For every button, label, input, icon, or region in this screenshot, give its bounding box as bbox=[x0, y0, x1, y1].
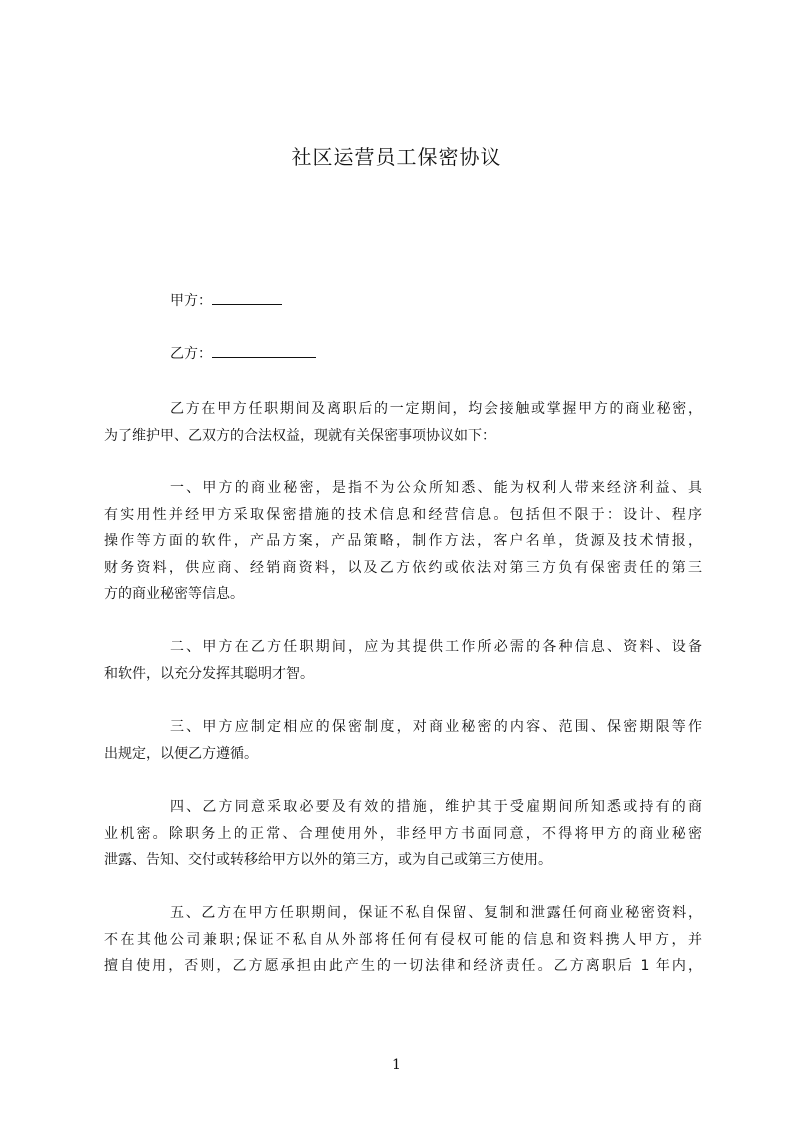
paragraph-line: 五、乙方在甲方任职期间，保证不私自保留、复制和泄露任何商业秘密资料， bbox=[170, 905, 702, 921]
clause-1-paragraph bbox=[104, 475, 702, 608]
paragraph-line: 一、甲方的商业秘密，是指不为公众所知悉、能为权利人带来经济利益、具 bbox=[170, 480, 702, 496]
paragraph-line: 四、乙方同意采取必要及有效的措施，维护其于受雇期间所知悉或持有的商 bbox=[170, 799, 702, 815]
party-b-label: 乙方： bbox=[170, 346, 212, 362]
document-title: 社区运营员工保密协议 bbox=[291, 145, 502, 169]
paragraph-line: 不在其他公司兼职;保证不私自从外部将任何有侵权可能的信息和资料携人甲方，并 bbox=[104, 931, 702, 948]
paragraph-line: 和软件，以充分发挥其聪明才智。 bbox=[104, 665, 314, 682]
party-a-label: 甲方： bbox=[170, 293, 212, 309]
paragraph-line: 乙方在甲方任职期间及离职后的一定期间，均会接触或掌握甲方的商业秘密， bbox=[170, 401, 702, 417]
paragraph-line: 泄露、告知、交付或转移给甲方以外的第三方，或为自己或第三方使用。 bbox=[104, 852, 552, 868]
paragraph-line: 业机密。除职务上的正常、合理使用外，非经甲方书面同意，不得将甲方的商业秘密 bbox=[104, 825, 702, 842]
paragraph-line: 擅自使用，否则，乙方愿承担由此产生的一切法律和经济责任。乙方离职后 1 年内， bbox=[104, 958, 702, 974]
intro-paragraph bbox=[104, 396, 702, 449]
party-a-line bbox=[170, 290, 282, 311]
paragraph-line: 出规定，以便乙方遵循。 bbox=[104, 745, 258, 762]
paragraph-line: 为了维护甲、乙双方的合法权益，现就有关保密事项协议如下： bbox=[104, 427, 496, 444]
party-b-blank bbox=[212, 343, 316, 358]
paragraph-line: 方的商业秘密等信息。 bbox=[104, 586, 244, 602]
page-number: 1 bbox=[392, 1057, 401, 1073]
clause-4-paragraph bbox=[104, 794, 702, 874]
clause-5-paragraph bbox=[104, 900, 702, 980]
party-b-line bbox=[170, 343, 316, 364]
clause-2-paragraph bbox=[104, 634, 702, 687]
paragraph-line: 三、甲方应制定相应的保密制度，对商业秘密的内容、范围、保密期限等作 bbox=[170, 719, 702, 735]
paragraph-line: 财务资料，供应商、经销商资料，以及乙方依约或依法对第三方负有保密责任的第三 bbox=[104, 559, 702, 576]
paragraph-line: 二、甲方在乙方任职期间，应为其提供工作所必需的各种信息、资料、设备 bbox=[170, 639, 702, 655]
paragraph-line: 有实用性并经甲方采取保密措施的技术信息和经营信息。包括但不限于：设计、程序 bbox=[104, 506, 702, 523]
clause-3-paragraph bbox=[104, 714, 702, 767]
party-a-blank bbox=[212, 290, 282, 305]
paragraph-line: 操作等方面的软件，产品方案，产品策略，制作方法，客户名单，货源及技术情报， bbox=[104, 533, 702, 549]
